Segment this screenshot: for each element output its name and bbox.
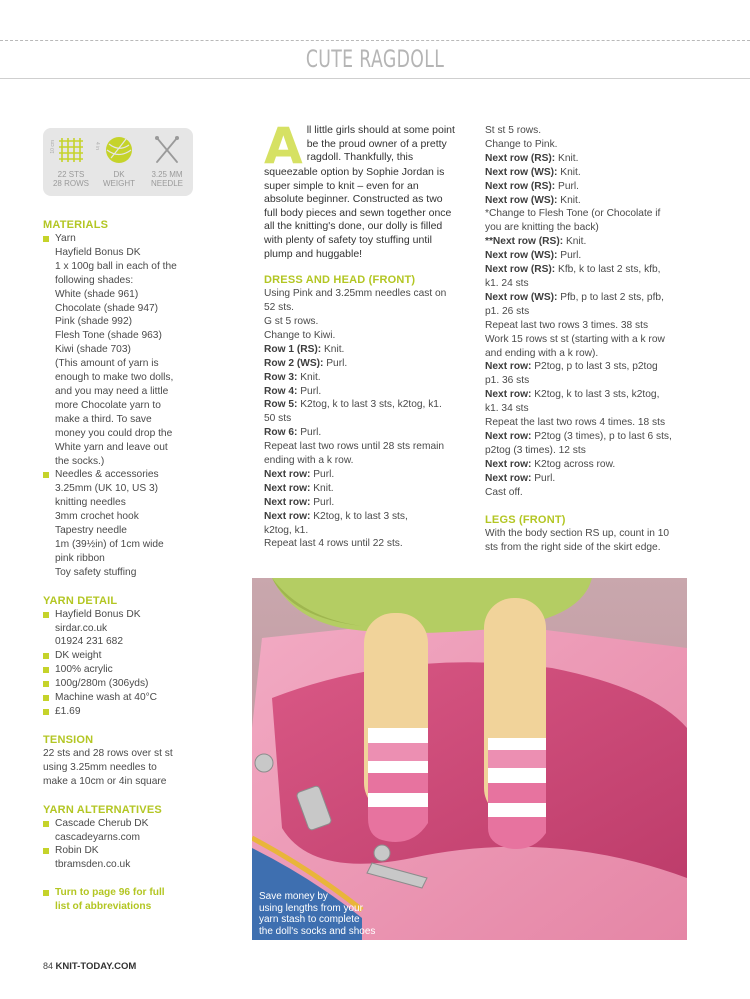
instruction-text: 52 sts.	[264, 302, 295, 314]
header-rule-top	[0, 40, 750, 41]
instruction-text: K2tog, k to last 3 sts, k2tog, k1.	[297, 399, 442, 411]
yarn-line: Hayfield Bonus DK	[55, 246, 141, 258]
instruction-row-label: Next row (WS):	[485, 194, 558, 206]
instruction-line	[485, 207, 700, 221]
instruction-text: Change to Pink.	[485, 138, 558, 150]
instruction-row-label: Next row (RS):	[485, 152, 556, 164]
instruction-line	[485, 263, 700, 277]
instruction-text: you are knitting the back)	[485, 222, 599, 234]
instruction-line	[264, 510, 464, 524]
instruction-text: p2tog (3 times). 12 sts	[485, 444, 586, 456]
instruction-line	[485, 472, 700, 486]
instruction-row-label: Next row:	[485, 430, 532, 442]
instruction-line	[264, 371, 464, 385]
instruction-text: Using Pink and 3.25mm needles cast on	[264, 288, 447, 300]
yarn-alternative-url: tbramsden.co.uk	[55, 859, 131, 871]
instruction-text: P2tog (3 times), p to last 6 sts,	[531, 430, 672, 442]
instruction-text: ending with a k row.	[264, 455, 354, 467]
yarn-bullet: Yarn	[43, 232, 213, 246]
yarn-alternatives-heading: YARN ALTERNATIVES	[43, 803, 162, 816]
instruction-row-label: Row 6:	[264, 427, 298, 439]
header-rule-bottom	[0, 78, 750, 79]
needles-line: Toy safety stuffing	[55, 566, 137, 578]
intro-line: full body pieces and sewn together once	[264, 206, 452, 219]
yarn-line: the socks.)	[55, 455, 105, 467]
yarn-line: Chocolate (shade 947)	[55, 302, 159, 314]
instruction-text: 50 sts	[264, 413, 292, 425]
instruction-text: p1. 36 sts	[485, 375, 530, 387]
instruction-line	[485, 347, 700, 361]
legs-heading: LEGS (FRONT)	[485, 514, 566, 527]
instruction-row-label: Next row (WS):	[485, 166, 558, 178]
instruction-text: K2tog across row.	[531, 458, 616, 470]
instruction-text: K2tog, k to last 3 sts,	[310, 510, 408, 522]
instruction-line	[485, 402, 700, 416]
instruction-row-label: Row 1 (RS):	[264, 343, 322, 355]
instruction-line	[485, 235, 700, 249]
needles-line: knitting needles	[55, 497, 126, 509]
yarn-line: Pink (shade 992)	[55, 316, 133, 328]
intro-line: with plenty of safety toy stuffing until	[264, 233, 432, 246]
gauge-side-left: 10 cm	[50, 140, 56, 154]
yarn-line: White yarn and leave out	[55, 441, 168, 453]
instruction-text: Knit.	[557, 194, 581, 206]
instruction-text: Knit.	[563, 236, 587, 248]
materials-heading: MATERIALS	[43, 219, 109, 231]
yarn-line: White (shade 961)	[55, 288, 139, 300]
instruction-text: Repeat last two rows 3 times. 38 sts	[485, 319, 649, 331]
yarn-line: following shades:	[55, 274, 134, 286]
tension-heading: TENSION	[43, 733, 94, 746]
yarn-alternative-url: cascadeyarns.com	[55, 831, 140, 843]
instruction-row-label: Next row:	[485, 472, 532, 484]
site-name: KNIT-TODAY.COM	[55, 961, 137, 972]
instruction-row-label: Row 3:	[264, 371, 298, 383]
instruction-text: Knit.	[557, 166, 581, 178]
instruction-text: Knit.	[321, 343, 345, 355]
instruction-line	[264, 398, 464, 412]
instruction-text: G st 5 rows.	[264, 315, 319, 327]
instruction-line	[485, 277, 700, 291]
abbreviations-note: Turn to page 96 for full list of abbreviations	[43, 886, 213, 914]
instruction-text: Purl.	[323, 357, 348, 369]
yarn-detail-phone: 01924 231 682	[55, 636, 123, 648]
needles-line: pink ribbon	[55, 552, 105, 564]
left-column	[43, 218, 213, 914]
instruction-row-label: Next row:	[264, 482, 311, 494]
instruction-line	[485, 416, 700, 430]
yarn-list	[43, 246, 213, 469]
yarn-ball-icon	[99, 134, 139, 166]
intro-line: be the proud owner of a pretty	[306, 137, 447, 150]
instruction-text: Purl.	[531, 472, 556, 484]
yarn-detail-heading: YARN DETAIL	[43, 594, 118, 607]
instruction-row-label: Next row (RS):	[485, 180, 556, 192]
instruction-line	[485, 180, 700, 194]
intro-line: ll little girls should at some point	[306, 124, 455, 136]
page-number: 84	[43, 961, 54, 971]
needles-line: 1m (39½in) of 1cm wide	[55, 538, 164, 550]
instruction-line	[485, 333, 700, 347]
instruction-row-label: Next row:	[264, 496, 311, 508]
instruction-line	[485, 430, 700, 444]
needle-label: 3.25 MM NEEDLE	[150, 170, 183, 188]
instruction-line	[264, 343, 464, 357]
instruction-line	[264, 426, 464, 440]
instruction-text: Change to Kiwi.	[264, 329, 336, 341]
instruction-text: *Change to Flesh Tone (or Chocolate if	[485, 208, 661, 220]
instruction-line	[264, 482, 464, 496]
instruction-text: Knit.	[310, 482, 334, 494]
needles-list	[43, 482, 213, 579]
intro-line: ragdoll. Thankfully, this	[306, 151, 414, 164]
pattern-specs-box	[43, 128, 193, 196]
instruction-text: Purl.	[310, 496, 335, 508]
yarn-line: more Chocolate yarn to	[55, 399, 161, 411]
instruction-line	[264, 287, 464, 301]
instruction-line	[485, 124, 700, 138]
legs-line: With the body section RS up, count in 10	[485, 528, 670, 540]
instruction-line	[485, 138, 700, 152]
instruction-line	[264, 385, 464, 399]
instruction-text: K2tog, k to last 3 sts, k2tog,	[531, 389, 660, 401]
yarn-detail-website: sirdar.co.uk	[55, 622, 108, 634]
instruction-line	[485, 388, 700, 402]
instruction-text: Purl.	[557, 250, 582, 262]
weight-label: DK WEIGHT	[103, 170, 135, 188]
tension-line: make a 10cm or 4in square	[43, 775, 167, 787]
page-footer	[43, 960, 136, 974]
instruction-text: Work 15 rows st st (starting with a k row	[485, 333, 665, 345]
instruction-line	[264, 454, 464, 468]
yarn-line: Flesh Tone (shade 963)	[55, 330, 162, 342]
yarn-line: (This amount of yarn is	[55, 358, 159, 370]
instruction-line	[485, 249, 700, 263]
instruction-text: Purl.	[310, 468, 335, 480]
photo-caption: Save money by using lengths from your yarn stash to complete the doll's socks and shoes	[259, 891, 376, 937]
instruction-line	[264, 468, 464, 482]
instruction-line	[485, 458, 700, 472]
ragdoll-photo	[252, 578, 687, 940]
instruction-text: Kfb, k to last 2 sts, kfb,	[555, 264, 661, 276]
yarn-detail-item: DK weight	[43, 649, 213, 663]
yarn-alternative-name: Robin DK	[43, 844, 213, 858]
instruction-text: Purl.	[555, 180, 579, 192]
dress-head-instructions	[264, 287, 464, 551]
instruction-line	[485, 486, 700, 500]
instruction-text: Knit.	[297, 371, 321, 383]
right-column	[485, 124, 700, 555]
instruction-text: Cast off.	[485, 486, 523, 498]
instruction-row-label: Row 5:	[264, 399, 298, 411]
yarn-detail-item: Hayfield Bonus DK	[43, 608, 213, 622]
instruction-row-label: **Next row (RS):	[485, 236, 564, 248]
instruction-line	[485, 374, 700, 388]
yarn-line: make a third. To save	[55, 413, 152, 425]
instruction-text: Purl.	[297, 385, 322, 397]
needles-bullet: Needles & accessories	[43, 468, 213, 482]
instruction-text: Pfb, p to last 2 sts, pfb,	[557, 291, 664, 303]
instruction-row-label: Row 2 (WS):	[264, 357, 324, 369]
instruction-line	[264, 329, 464, 343]
instruction-text: P2tog, p to last 3 sts, p2tog	[531, 361, 658, 373]
tension-line: 22 sts and 28 rows over st st	[43, 747, 173, 759]
gauge-side-right: 4 in	[93, 142, 100, 151]
intro-paragraph	[264, 117, 464, 261]
instruction-line	[485, 305, 700, 319]
needles-line: Tapestry needle	[55, 525, 127, 537]
drop-cap: A	[264, 117, 303, 175]
yarn-alternative-name: Cascade Cherub DK	[43, 817, 213, 831]
weight-spec	[99, 134, 139, 188]
instruction-row-label: Next row:	[264, 468, 311, 480]
intro-line: all the knitting's done, our dolly is filled	[264, 220, 443, 233]
instruction-line	[485, 291, 700, 305]
instruction-line	[264, 440, 464, 454]
instruction-line	[264, 315, 464, 329]
instruction-line	[485, 152, 700, 166]
instruction-line	[264, 524, 464, 538]
needles-line: 3.25mm (UK 10, US 3)	[55, 483, 159, 495]
instruction-line	[264, 357, 464, 371]
yarn-line: 1 x 100g ball in each of the	[55, 260, 177, 272]
instruction-text: k2tog, k1.	[264, 524, 309, 536]
dress-head-heading: DRESS AND HEAD (FRONT)	[264, 274, 416, 287]
instruction-text: Repeat last 4 rows until 22 sts.	[264, 538, 403, 550]
page-title: CUTE RAGDOLL	[305, 45, 445, 73]
instruction-text: Repeat last two rows until 28 sts remain	[264, 441, 445, 453]
instruction-text: p1. 26 sts	[485, 305, 530, 317]
instruction-text: k1. 24 sts	[485, 277, 529, 289]
instruction-line	[485, 194, 700, 208]
instruction-row-label: Next row:	[264, 510, 311, 522]
instruction-row-label: Row 4:	[264, 385, 298, 397]
instruction-line	[264, 412, 464, 426]
legs-line: sts from the right side of the skirt edge.	[485, 542, 661, 554]
instruction-row-label: Next row (WS):	[485, 291, 558, 303]
instruction-row-label: Next row:	[485, 361, 532, 373]
yarn-line: and you may need a little	[55, 385, 169, 397]
instruction-line	[485, 444, 700, 458]
instruction-row-label: Next row (WS):	[485, 250, 558, 262]
instruction-row-label: Next row (RS):	[485, 264, 556, 276]
middle-column	[264, 117, 464, 551]
instruction-text: Knit.	[555, 152, 579, 164]
instruction-row-label: Next row:	[485, 389, 532, 401]
instruction-text: St st 5 rows.	[485, 125, 542, 136]
intro-line: absolute beginner. Constructed as two	[264, 193, 443, 206]
yarn-detail-item: 100% acrylic	[43, 663, 213, 677]
yarn-detail-item: 100g/280m (306yds)	[43, 677, 213, 691]
yarn-line: money you could drop the	[55, 427, 173, 439]
instruction-row-label: Next row:	[485, 458, 532, 470]
right-instructions	[485, 124, 700, 499]
yarn-line: enough to make two dolls,	[55, 372, 174, 384]
instruction-line	[264, 537, 464, 551]
yarn-detail-item: £1.69	[43, 705, 213, 719]
instruction-line	[485, 166, 700, 180]
yarn-line: Kiwi (shade 703)	[55, 344, 131, 356]
needle-spec	[147, 134, 187, 188]
instruction-text: Repeat the last two rows 4 times. 18 sts	[485, 417, 666, 429]
instruction-line	[485, 319, 700, 333]
instruction-line	[485, 360, 700, 374]
intro-line: super simple to knit – even for an	[264, 179, 419, 192]
instruction-text: and ending with a k row).	[485, 347, 599, 359]
instruction-text: k1. 34 sts	[485, 403, 529, 415]
instruction-line	[264, 496, 464, 510]
intro-line: squeezable option by Sophie Jordan is	[264, 166, 445, 178]
needles-line: 3mm crochet hook	[55, 511, 139, 523]
gauge-label: 22 STS 28 ROWS	[52, 170, 89, 188]
instruction-line	[264, 301, 464, 315]
instruction-text: Purl.	[297, 427, 322, 439]
tension-line: using 3.25mm needles to	[43, 761, 157, 773]
yarn-detail-item: Machine wash at 40°C	[43, 691, 213, 705]
needles-icon	[147, 134, 187, 166]
intro-line: plump and huggable!	[264, 247, 363, 260]
instruction-line	[485, 221, 700, 235]
